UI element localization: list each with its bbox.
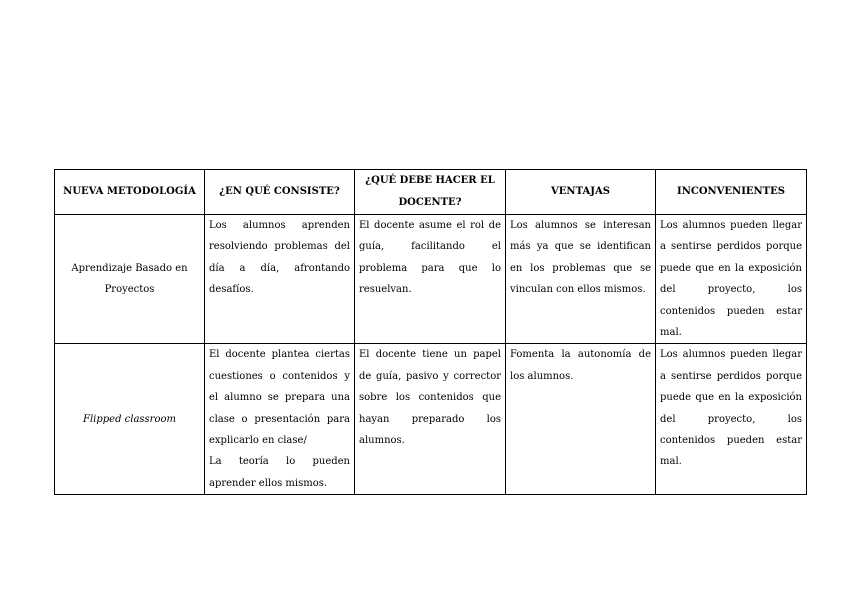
cell-disadvantages: Los alumnos pueden llegar a sentirse perdidos porque puede que en la exposición del proyecto, los contenidos pueden estar mal. xyxy=(656,344,807,495)
header-consists: ¿EN QUÉ CONSISTE? xyxy=(205,170,355,215)
cell-disadvantages: Los alumnos pueden llegar a sentirse perdidos porque puede que en la exposición del proyecto, los contenidos pueden estar mal. xyxy=(656,215,807,344)
cell-methodology: Aprendizaje Basado en Proyectos xyxy=(55,215,205,344)
cell-teacher-role: El docente tiene un papel de guía, pasivo y corrector sobre los contenidos que hayan preparado los alumnos. xyxy=(355,344,506,495)
table-row xyxy=(55,215,807,344)
table-header-row xyxy=(55,170,807,215)
cell-consists-line: La teoría lo pueden aprender ellos mismos. xyxy=(209,456,350,489)
cell-consists: Los alumnos aprenden resolviendo problemas del día a día, afrontando desafíos. xyxy=(205,215,355,344)
methodology-table xyxy=(54,169,807,495)
header-disadvantages: INCONVENIENTES xyxy=(656,170,807,215)
table-row xyxy=(55,344,807,495)
cell-consists-line: El docente plantea ciertas cuestiones o contenidos y el alumno se prepara una clase o presentación para explicarlo en clase/ xyxy=(209,349,350,447)
header-methodology: NUEVA METODOLOGÍA xyxy=(55,170,205,215)
cell-advantages: Los alumnos se interesan más ya que se identifican en los problemas que se vinculan con ellos mismos. xyxy=(506,215,656,344)
cell-methodology: Flipped classroom xyxy=(55,344,205,495)
cell-consists xyxy=(205,344,355,495)
header-advantages: VENTAJAS xyxy=(506,170,656,215)
cell-teacher-role: El docente asume el rol de guía, facilitando el problema para que lo resuelvan. xyxy=(355,215,506,344)
cell-advantages: Fomenta la autonomía de los alumnos. xyxy=(506,344,656,495)
header-teacher-role: ¿QUÉ DEBE HACER EL DOCENTE? xyxy=(355,170,506,215)
